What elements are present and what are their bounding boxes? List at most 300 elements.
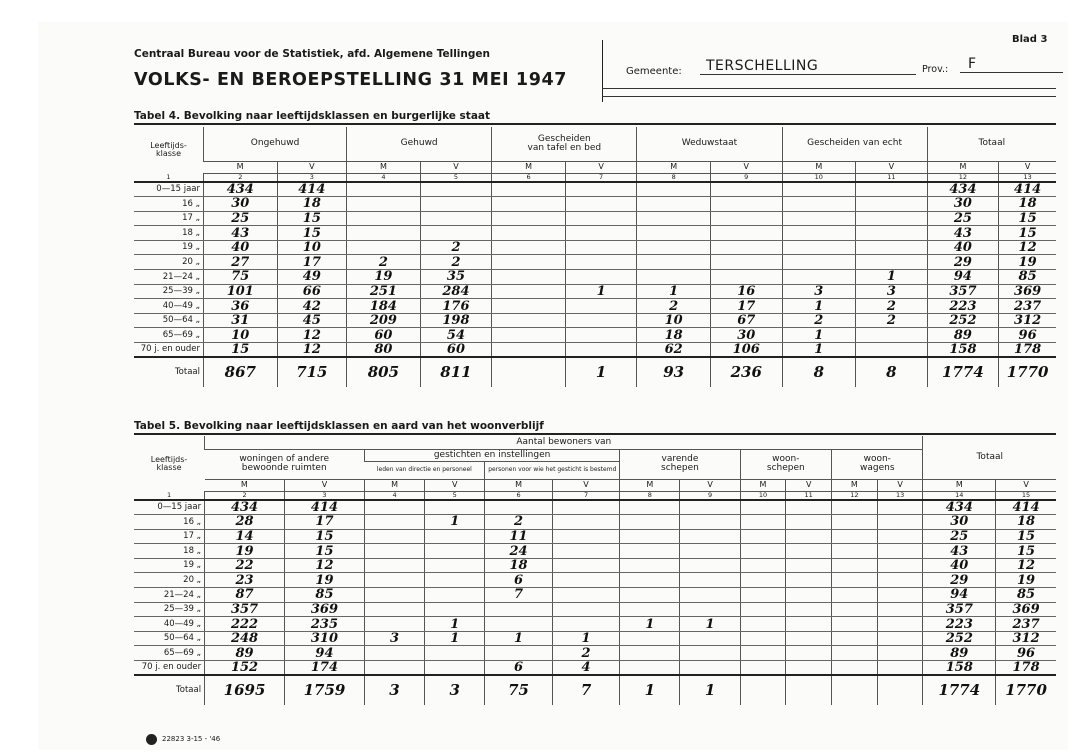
table4-cell: 284 — [420, 284, 492, 299]
table4-sex-label: V — [420, 161, 492, 173]
table5-cell: 19 — [996, 573, 1056, 588]
table4-cell — [856, 226, 928, 241]
table4-cell — [710, 270, 782, 285]
table4-cell: 19 — [999, 255, 1056, 270]
table4-cell: 2 — [782, 313, 856, 328]
table5-cell: 237 — [996, 617, 1056, 632]
table4-cell: 49 — [277, 270, 347, 285]
table5-total-cell: 1695 — [205, 675, 285, 705]
table5-cell — [786, 515, 832, 530]
table5-total-cell — [740, 675, 786, 705]
table4-age-label: 40—49 „ — [134, 299, 204, 314]
table4-cell — [492, 211, 566, 226]
table5-cell — [680, 631, 740, 646]
table4-cell: 3 — [782, 284, 856, 299]
table5-total-cell: 1759 — [285, 675, 365, 705]
table4-col-number: 1 — [134, 173, 204, 182]
table4-total-cell: 805 — [347, 357, 421, 387]
table5-cell: 414 — [996, 500, 1056, 515]
table4-cell — [492, 299, 566, 314]
table5-cell: 96 — [996, 646, 1056, 661]
table4-group-header: Gehuwd — [347, 127, 492, 161]
table4-cell: 1 — [782, 328, 856, 343]
table5-cell — [364, 661, 424, 676]
gemeente-label: Gemeente: — [626, 66, 682, 77]
table5-cell: 15 — [285, 544, 365, 559]
table5-sex-label: V — [877, 479, 923, 491]
table4-total-label: Totaal — [134, 357, 204, 387]
table5-cell — [364, 558, 424, 573]
table4-cell — [710, 182, 782, 197]
table4-cell: 36 — [204, 299, 278, 314]
table4-cell: 85 — [999, 270, 1056, 285]
table5-cell — [620, 588, 680, 603]
table5-group-header: varende schepen — [620, 449, 740, 479]
table4-cell — [856, 211, 928, 226]
table5-cell — [877, 573, 923, 588]
table5-sex-label: M — [205, 479, 285, 491]
table4-cell — [565, 270, 637, 285]
table4-row — [134, 299, 1056, 314]
table5-cell — [364, 617, 424, 632]
table4-col-number: 9 — [710, 173, 782, 182]
table4-sex-label: V — [999, 161, 1056, 173]
table5-age-label: 16 „ — [134, 515, 205, 530]
table5-cell — [832, 646, 878, 661]
table4-col-number: 4 — [347, 173, 421, 182]
table5-cell: 94 — [923, 588, 996, 603]
table5-cell — [620, 631, 680, 646]
table5-cell: 25 — [923, 529, 996, 544]
table5-cell: 252 — [923, 631, 996, 646]
table4-cell: 2 — [420, 255, 492, 270]
table4-cell: 35 — [420, 270, 492, 285]
table5-cell: 17 — [285, 515, 365, 530]
table4-sex-label: V — [565, 161, 637, 173]
table5-total-cell: 3 — [425, 675, 485, 705]
table5-cell — [877, 515, 923, 530]
table4-cell: 414 — [277, 182, 347, 197]
table4-cell: 17 — [710, 299, 782, 314]
table4-cell — [782, 211, 856, 226]
table5-cell — [552, 529, 619, 544]
table4-cell — [492, 328, 566, 343]
table4-cell — [565, 182, 637, 197]
table5-group-header: gestichten en instellingen — [364, 449, 619, 461]
table4-age-label: 16 „ — [134, 197, 204, 212]
table4-cell: 357 — [927, 284, 999, 299]
table4-cell — [782, 270, 856, 285]
table5-total-cell: 3 — [364, 675, 424, 705]
table4-cell — [565, 313, 637, 328]
table5-cell — [740, 529, 786, 544]
table5-cell — [786, 631, 832, 646]
table5-cell — [425, 529, 485, 544]
table4-cell — [710, 197, 782, 212]
table5-cell: 11 — [485, 529, 552, 544]
table5-age-label: 20 „ — [134, 573, 205, 588]
table5-cell — [877, 558, 923, 573]
table4-cell: 414 — [999, 182, 1056, 197]
table5-cell — [877, 646, 923, 661]
table5-cell — [552, 544, 619, 559]
table4-cell: 66 — [277, 284, 347, 299]
table5-cell — [786, 646, 832, 661]
table5-cell — [680, 529, 740, 544]
table5-cell — [680, 646, 740, 661]
table5-cell: 28 — [205, 515, 285, 530]
table5-age-label: 17 „ — [134, 529, 205, 544]
table5-age-label: 0—15 jaar — [134, 500, 205, 515]
table5-cell — [620, 515, 680, 530]
table5 — [134, 436, 1056, 705]
table5-cell — [552, 500, 619, 515]
table5-cell — [680, 500, 740, 515]
table5-cell — [786, 602, 832, 617]
table5-cell: 6 — [485, 661, 552, 676]
table5-cell — [620, 500, 680, 515]
table4-row — [134, 226, 1056, 241]
table5-cell: 3 — [364, 631, 424, 646]
table4-cell — [856, 197, 928, 212]
table5-cell — [832, 588, 878, 603]
table5-age-label: 21—24 „ — [134, 588, 205, 603]
table4-cell — [565, 240, 637, 255]
table5-super-header: Aantal bewoners van — [205, 436, 923, 449]
table4-cell — [637, 211, 711, 226]
table4-cell: 30 — [927, 197, 999, 212]
table5-sex-label: M — [620, 479, 680, 491]
table5-cell: 1 — [485, 631, 552, 646]
table5-cell: 18 — [996, 515, 1056, 530]
table5-cell — [425, 573, 485, 588]
table4-cell — [637, 255, 711, 270]
table4-row — [134, 211, 1056, 226]
table5-cell: 223 — [923, 617, 996, 632]
table5-col-number: 3 — [285, 491, 365, 500]
table5-cell: 89 — [923, 646, 996, 661]
table4-cell: 96 — [999, 328, 1056, 343]
table5-cell — [364, 544, 424, 559]
table5-row — [134, 529, 1056, 544]
table5-sex-label: V — [285, 479, 365, 491]
table5-cell: 15 — [285, 529, 365, 544]
table4-cell — [637, 270, 711, 285]
table5-group-header: woningen of andere bewoonde ruimten — [205, 449, 365, 479]
table4-cell: 12 — [999, 240, 1056, 255]
table5-col-number: 1 — [134, 491, 205, 500]
table5-row — [134, 631, 1056, 646]
table4-cell — [710, 226, 782, 241]
table5-cell — [740, 617, 786, 632]
table4-cell: 223 — [927, 299, 999, 314]
table4-cell: 27 — [204, 255, 278, 270]
table4-cell — [565, 197, 637, 212]
table5-cell — [740, 515, 786, 530]
table4-age-header: Leeftijds- klasse — [150, 141, 187, 158]
table4-cell — [565, 226, 637, 241]
table4-top-rule — [134, 123, 1056, 125]
header-line — [602, 96, 1056, 97]
table4-cell: 54 — [420, 328, 492, 343]
table4-cell: 25 — [927, 211, 999, 226]
table4-total-cell: 8 — [856, 357, 928, 387]
table5-cell: 6 — [485, 573, 552, 588]
table4-cell — [420, 197, 492, 212]
table5-cell: 89 — [205, 646, 285, 661]
table4-group-header: Totaal — [927, 127, 1056, 161]
table4-row — [134, 182, 1056, 197]
table4-total-cell: 715 — [277, 357, 347, 387]
table5-sex-label: V — [552, 479, 619, 491]
table5-cell — [832, 661, 878, 676]
table5-cell — [552, 573, 619, 588]
table4-cell — [782, 240, 856, 255]
table5-cell — [832, 631, 878, 646]
table4-cell — [782, 197, 856, 212]
table5-sex-label: V — [425, 479, 485, 491]
table4-cell — [565, 255, 637, 270]
table4-cell: 80 — [347, 343, 421, 358]
table5-cell — [786, 661, 832, 676]
table5-cell: 312 — [996, 631, 1056, 646]
table4-cell — [565, 299, 637, 314]
table4-cell: 16 — [710, 284, 782, 299]
table5-cell: 434 — [205, 500, 285, 515]
table4-cell: 62 — [637, 343, 711, 358]
table5-cell: 158 — [923, 661, 996, 676]
table5-cell — [620, 573, 680, 588]
table4-cell: 434 — [204, 182, 278, 197]
table4-cell — [492, 240, 566, 255]
table4-cell: 60 — [420, 343, 492, 358]
table4-row — [134, 255, 1056, 270]
table4-row — [134, 328, 1056, 343]
table4-cell: 15 — [277, 211, 347, 226]
table5-cell: 357 — [923, 602, 996, 617]
table4-cell — [856, 328, 928, 343]
table5-cell — [620, 544, 680, 559]
table4-cell: 75 — [204, 270, 278, 285]
table4-total-cell — [492, 357, 566, 387]
table5-cell: 94 — [285, 646, 365, 661]
table4-cell — [347, 240, 421, 255]
table4-col-number: 8 — [637, 173, 711, 182]
table5-cell — [485, 500, 552, 515]
table5-cell: 12 — [285, 558, 365, 573]
table5-total-cell: 1774 — [923, 675, 996, 705]
table5-cell — [680, 661, 740, 676]
table4-cell — [492, 270, 566, 285]
table5-cell — [832, 617, 878, 632]
table4-sex-label: V — [710, 161, 782, 173]
table5-cell — [740, 631, 786, 646]
table4-age-label: 17 „ — [134, 211, 204, 226]
table5-cell — [740, 500, 786, 515]
table4-col-number: 2 — [204, 173, 278, 182]
table5-age-label: 65—69 „ — [134, 646, 205, 661]
table4-cell: 60 — [347, 328, 421, 343]
table4-cell — [637, 182, 711, 197]
table5-cell — [740, 573, 786, 588]
province-value: F — [960, 56, 1063, 73]
table5-cell — [680, 544, 740, 559]
table4-cell — [565, 211, 637, 226]
table5-cell — [786, 500, 832, 515]
table5-title: Tabel 5. Bevolking naar leeftijdsklassen en aard van het woonverblijf — [134, 420, 544, 432]
table4-cell: 25 — [204, 211, 278, 226]
table4-group-header: Ongehuwd — [204, 127, 347, 161]
table4-cell: 2 — [637, 299, 711, 314]
table5-cell — [620, 646, 680, 661]
table4-cell: 19 — [347, 270, 421, 285]
table5-cell — [425, 602, 485, 617]
table4-sex-label: M — [347, 161, 421, 173]
table4-cell: 30 — [710, 328, 782, 343]
table5-cell: 248 — [205, 631, 285, 646]
table5-sex-label: V — [996, 479, 1056, 491]
table5-cell — [620, 558, 680, 573]
table5-cell — [552, 515, 619, 530]
table5-age-label: 18 „ — [134, 544, 205, 559]
table4-cell: 252 — [927, 313, 999, 328]
table4-row — [134, 284, 1056, 299]
table5-row — [134, 617, 1056, 632]
table4-cell: 15 — [204, 343, 278, 358]
table5-cell — [877, 661, 923, 676]
table4-row — [134, 270, 1056, 285]
table4-cell — [492, 226, 566, 241]
table5-total-label: Totaal — [134, 675, 205, 705]
table4-cell: 10 — [204, 328, 278, 343]
table4-cell: 1 — [782, 343, 856, 358]
table4-sex-label: V — [856, 161, 928, 173]
table5-group-header: woon- schepen — [740, 449, 831, 479]
table4-cell — [637, 240, 711, 255]
table5-total-cell: 1 — [680, 675, 740, 705]
table5-sex-label: M — [923, 479, 996, 491]
table5-sex-label: M — [485, 479, 552, 491]
table5-cell: 1 — [425, 631, 485, 646]
table5-cell — [485, 602, 552, 617]
header-line — [602, 88, 1056, 89]
table5-row — [134, 661, 1056, 676]
table5-cell — [680, 558, 740, 573]
table5-cell: 1 — [425, 515, 485, 530]
table4-cell: 18 — [277, 197, 347, 212]
table4-cell: 209 — [347, 313, 421, 328]
table5-cell — [786, 544, 832, 559]
table4-cell — [347, 182, 421, 197]
table5-cell: 14 — [205, 529, 285, 544]
table4-cell: 178 — [999, 343, 1056, 358]
table5-cell — [786, 617, 832, 632]
table4-cell: 18 — [999, 197, 1056, 212]
table5-cell — [877, 544, 923, 559]
table5-col-number: 8 — [620, 491, 680, 500]
table4-row — [134, 197, 1056, 212]
table5-cell: 12 — [996, 558, 1056, 573]
table5-cell: 85 — [996, 588, 1056, 603]
table5-age-label: 70 j. en ouder — [134, 661, 205, 676]
table5-total-cell: 1770 — [996, 675, 1056, 705]
table4-group-header: Weduwstaat — [637, 127, 782, 161]
table4-cell: 18 — [637, 328, 711, 343]
table4-total-cell: 236 — [710, 357, 782, 387]
table5-cell — [832, 544, 878, 559]
table5-group-header: Totaal — [923, 436, 1056, 479]
table4-row — [134, 343, 1056, 358]
table5-cell: 2 — [485, 515, 552, 530]
table4-cell: 1 — [856, 270, 928, 285]
table5-cell — [877, 500, 923, 515]
table5-cell: 15 — [996, 544, 1056, 559]
table4-col-number: 11 — [856, 173, 928, 182]
table5-sex-label: V — [786, 479, 832, 491]
table4-cell: 2 — [856, 313, 928, 328]
table4-cell — [492, 284, 566, 299]
table4-cell — [347, 197, 421, 212]
table5-cell: 43 — [923, 544, 996, 559]
table4-age-label: 25—39 „ — [134, 284, 204, 299]
table4-total-cell: 1770 — [999, 357, 1056, 387]
table5-cell — [680, 573, 740, 588]
table5-cell — [425, 544, 485, 559]
table5-col-number: 6 — [485, 491, 552, 500]
table4-cell: 10 — [277, 240, 347, 255]
table4-cell: 15 — [999, 211, 1056, 226]
table5-col-number: 5 — [425, 491, 485, 500]
table4-title: Tabel 4. Bevolking naar leeftijdsklassen en burgerlijke staat — [134, 110, 491, 122]
table5-group-header: woon- wagens — [832, 449, 923, 479]
table4-cell — [637, 197, 711, 212]
table4-age-label: 50—64 „ — [134, 313, 204, 328]
header-divider — [602, 40, 603, 102]
table4-cell — [492, 343, 566, 358]
table5-cell — [877, 631, 923, 646]
table4-total-cell: 1 — [565, 357, 637, 387]
table4-col-number: 13 — [999, 173, 1056, 182]
table4-cell — [637, 226, 711, 241]
table5-total-cell: 75 — [485, 675, 552, 705]
table4-cell: 101 — [204, 284, 278, 299]
table4-cell — [420, 182, 492, 197]
table4-cell: 3 — [856, 284, 928, 299]
table4-cell — [565, 328, 637, 343]
table4-row — [134, 240, 1056, 255]
table5-sex-label: M — [832, 479, 878, 491]
table5-cell — [786, 558, 832, 573]
table4-cell: 42 — [277, 299, 347, 314]
table5-total-cell — [786, 675, 832, 705]
table4-total-cell: 8 — [782, 357, 856, 387]
table5-cell: 222 — [205, 617, 285, 632]
table5-cell: 174 — [285, 661, 365, 676]
table5-cell — [740, 544, 786, 559]
table5-cell — [552, 617, 619, 632]
table4-cell — [782, 226, 856, 241]
table4-cell: 43 — [927, 226, 999, 241]
table5-total-cell — [832, 675, 878, 705]
table4-cell: 67 — [710, 313, 782, 328]
table5-row — [134, 515, 1056, 530]
table4-cell — [492, 197, 566, 212]
table5-age-label: 40—49 „ — [134, 617, 205, 632]
province-label: Prov.: — [922, 64, 949, 75]
table4-age-label: 20 „ — [134, 255, 204, 270]
table5-subgroup-header: leden van directie en personeel — [364, 461, 484, 479]
table4-age-label: 21—24 „ — [134, 270, 204, 285]
